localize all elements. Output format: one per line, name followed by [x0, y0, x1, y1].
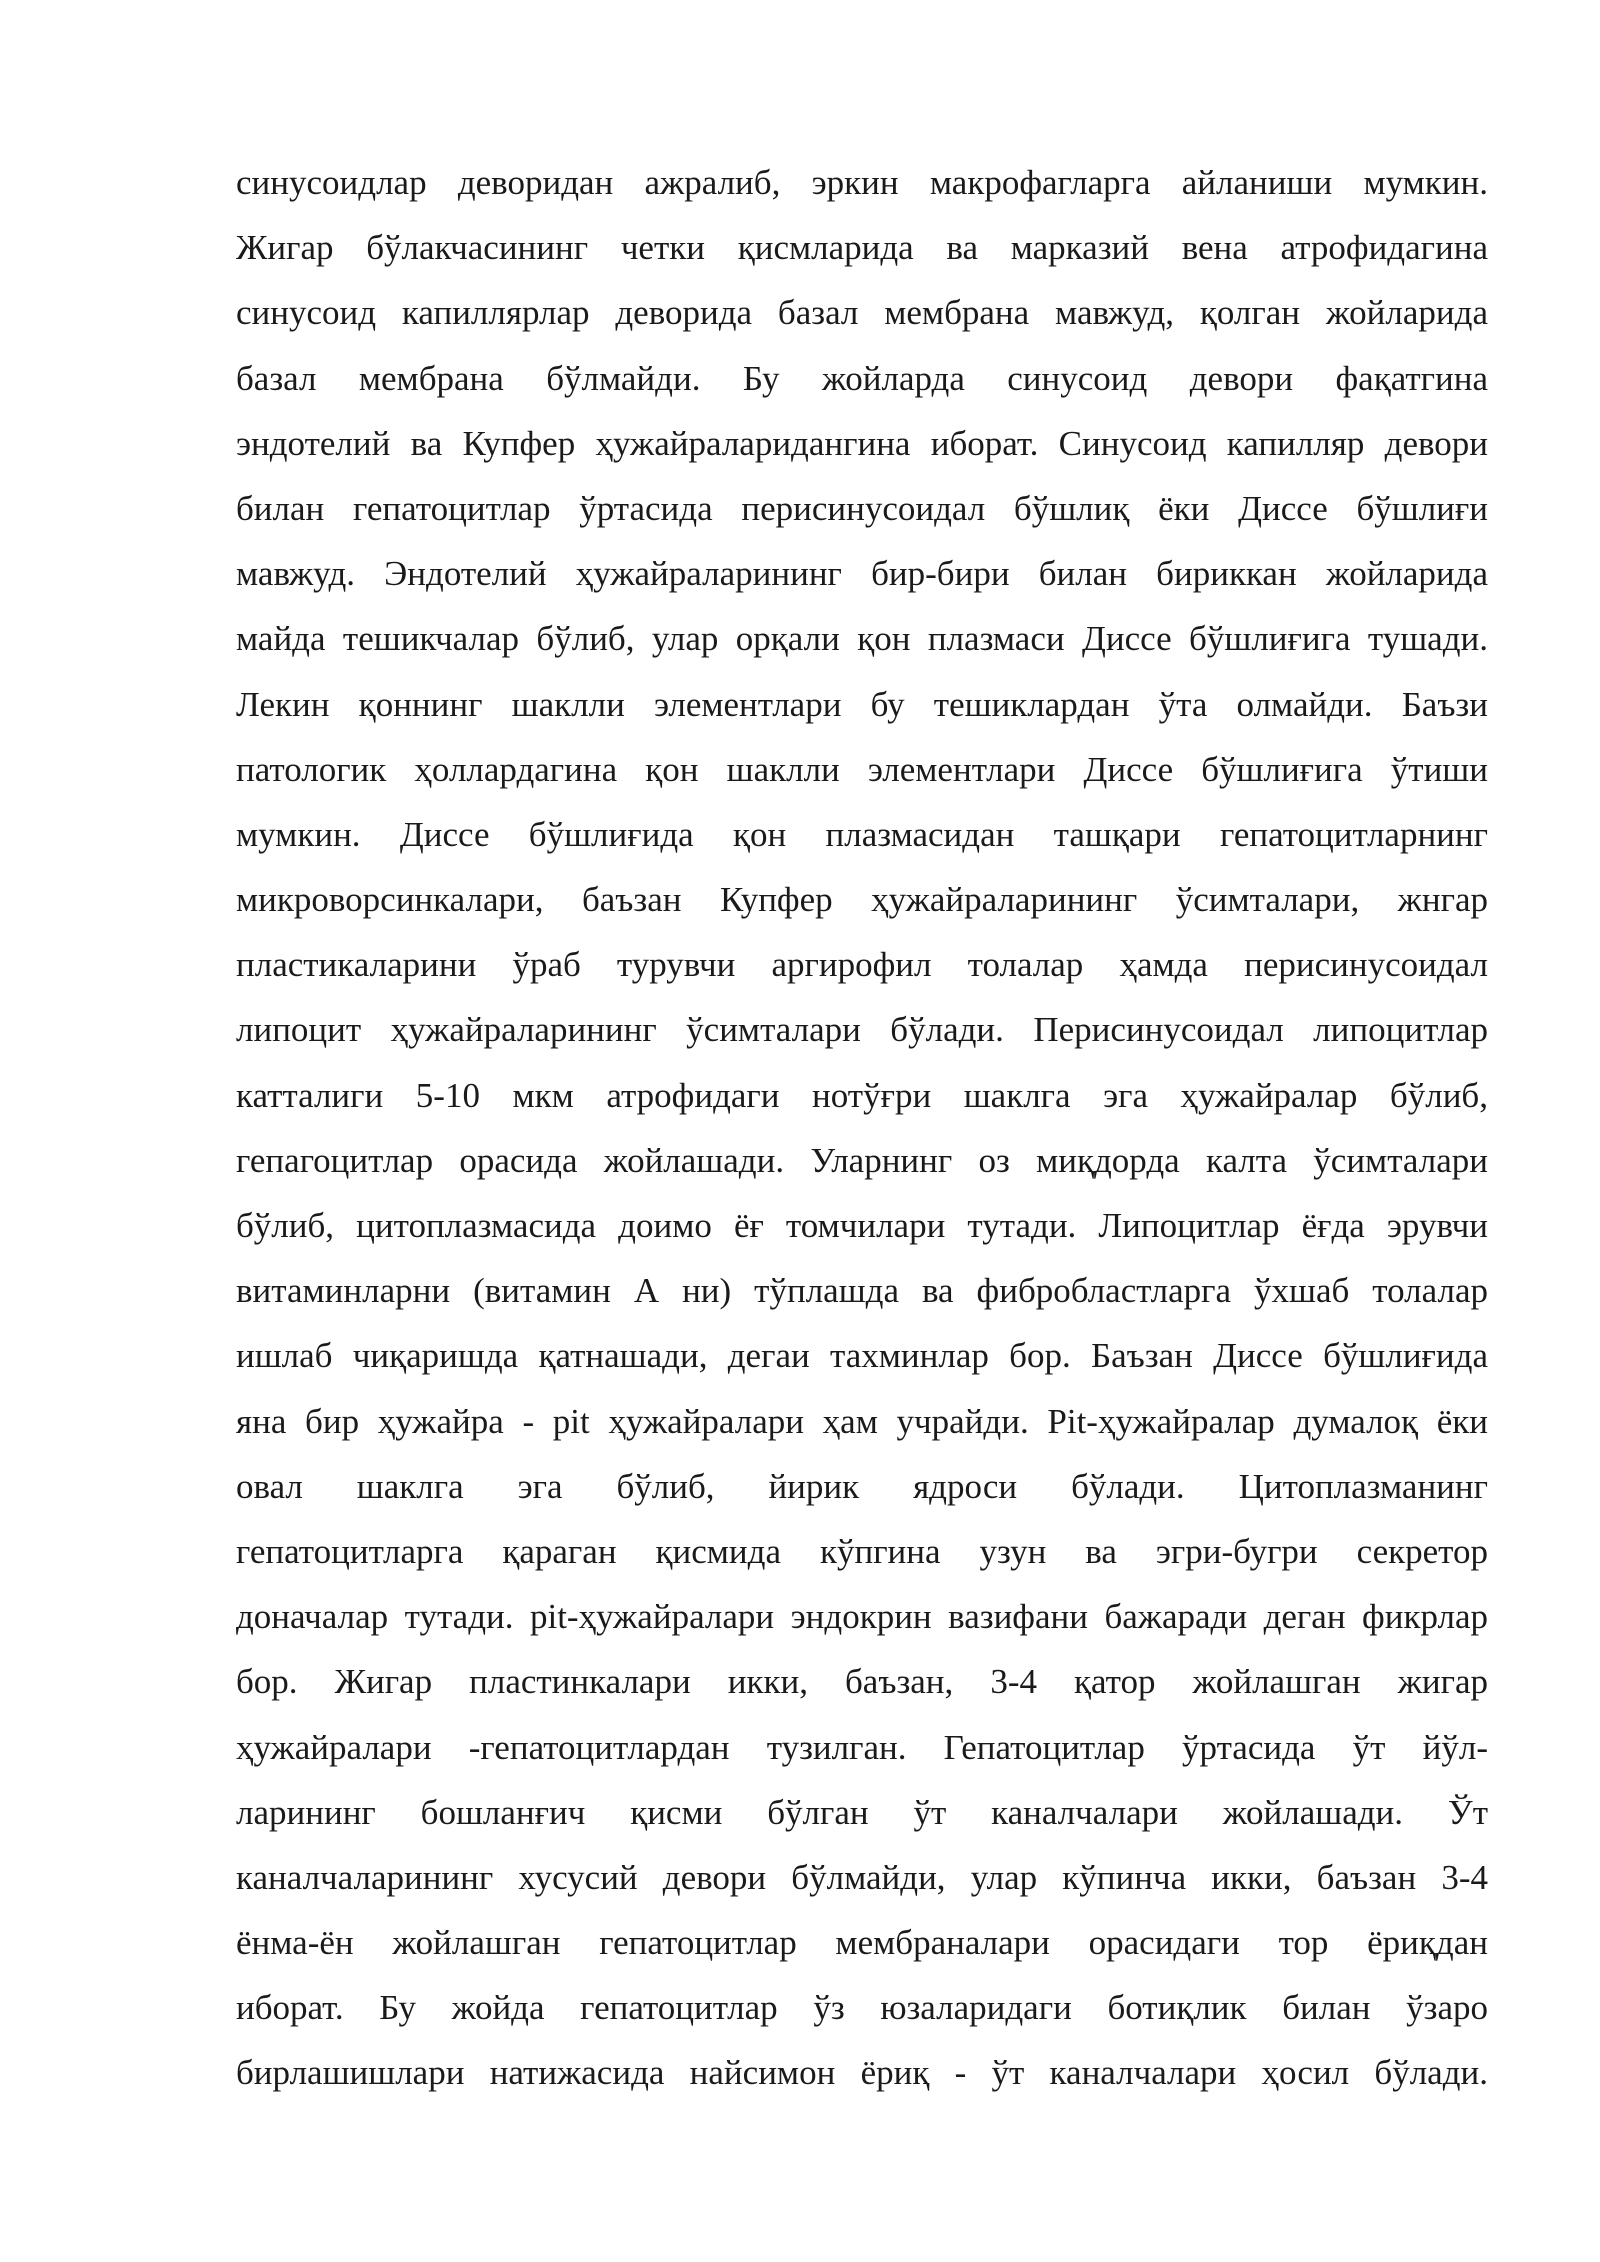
text-line: пластикаларини ўраб турувчи аргирофил толалар ҳамда перисинусоидал	[236, 945, 1488, 985]
text-line: гепатоцитларга қараган қисмида кўпгина узун ва эгри-бугри секретор	[236, 1531, 1488, 1571]
text-line: Лекин қоннинг шаклли элементлари бу тешиклардан ўта олмайди. Баъзи	[236, 684, 1488, 724]
text-line: каналчаларининг хусусий девори бўлмайди, улар кўпинча икки, баъзан 3-4	[236, 1857, 1488, 1897]
text-line: майда тешикчалар бўлиб, улар орқали қон плазмаси Диссе бўшлиғига тушади.	[236, 619, 1488, 659]
text-line: синусоид капиллярлар деворида базал мембрана мавжуд, қолган жойларида	[236, 293, 1488, 333]
text-line: мумкин. Диссе бўшлиғида қон плазмасидан ташқари гепатоцитларнинг	[236, 814, 1488, 854]
text-line: Жигар бўлакчасининг четки қисмларида ва марказий вена атрофидагина	[236, 228, 1488, 268]
text-line: патологик ҳоллардагина қон шаклли элементлари Диссе бўшлиғига ўтиши	[236, 749, 1488, 789]
text-line: ёнма-ён жойлашган гепатоцитлар мембраналари орасидаги тор ёриқдан	[236, 1923, 1488, 1963]
text-line: ҳужайралари -гепатоцитлардан тузилган. Гепатоцитлар ўртасида ўт йўл-	[236, 1727, 1488, 1767]
text-line: бирлашишлари натижасида найсимон ёриқ - ўт каналчалари ҳосил бўлади.	[236, 2053, 1488, 2093]
text-line: базал мембрана бўлмайди. Бу жойларда синусоид девори фақатгина	[236, 358, 1488, 398]
text-line: гепагоцитлар орасида жойлашади. Уларнинг оз миқдорда калта ўсимталари	[236, 1140, 1488, 1180]
text-line: ларининг бошланғич қисми бўлган ўт каналчалари жойлашади. Ўт	[236, 1792, 1488, 1832]
text-line: синусоидлар деворидан ажралиб, эркин макрофагларга айланиши мумкин.	[236, 163, 1488, 202]
text-line: яна бир ҳужайра - pit ҳужайралари ҳам учрайди. Pit-ҳужайралар думалоқ ёки	[236, 1401, 1488, 1441]
text-line: ишлаб чиқаришда қатнашади, дегаи тахминлар бор. Баъзан Диссе бўшлиғида	[236, 1336, 1488, 1376]
text-line: бор. Жигар пластинкалари икки, баъзан, 3-4 қатор жойлашган жигар	[236, 1662, 1488, 1702]
text-line: эндотелий ва Купфер ҳужайраларидангина иборат. Синусоид капилляр девори	[236, 423, 1488, 463]
text-line: катталиги 5-10 мкм атрофидаги нотўғри шаклга эга ҳужайралар бўлиб,	[236, 1075, 1488, 1115]
text-line: доначалар тутади. pit-ҳужайралари эндокрин вазифани бажаради деган фикрлар	[236, 1597, 1488, 1637]
text-line: микроворсинкалари, баъзан Купфер ҳужайраларининг ўсимталари, жнгар	[236, 880, 1488, 920]
text-line: липоцит ҳужайраларининг ўсимталари бўлади. Перисинусоидал липоцитлар	[236, 1010, 1488, 1050]
text-line: иборат. Бу жойда гепатоцитлар ўз юзаларидаги ботиқлик билан ўзаро	[236, 1988, 1488, 2028]
body-text	[236, 150, 1488, 2106]
text-line: овал шаклга эга бўлиб, йирик ядроси бўлади. Цитоплазманинг	[236, 1466, 1488, 1506]
text-line: витаминларни (витамин А ни) тўплашда ва фибробластларга ўхшаб толалар	[236, 1271, 1488, 1311]
text-line: бўлиб, цитоплазмасида доимо ёғ томчилари тутади. Липоцитлар ёғда эрувчи	[236, 1206, 1488, 1245]
text-line: билан гепатоцитлар ўртасида перисинусоидал бўшлиқ ёки Диссе бўшлиғи	[236, 488, 1488, 528]
text-line: мавжуд. Эндотелий ҳужайраларининг бир-бири билан бириккан жойларида	[236, 554, 1488, 594]
